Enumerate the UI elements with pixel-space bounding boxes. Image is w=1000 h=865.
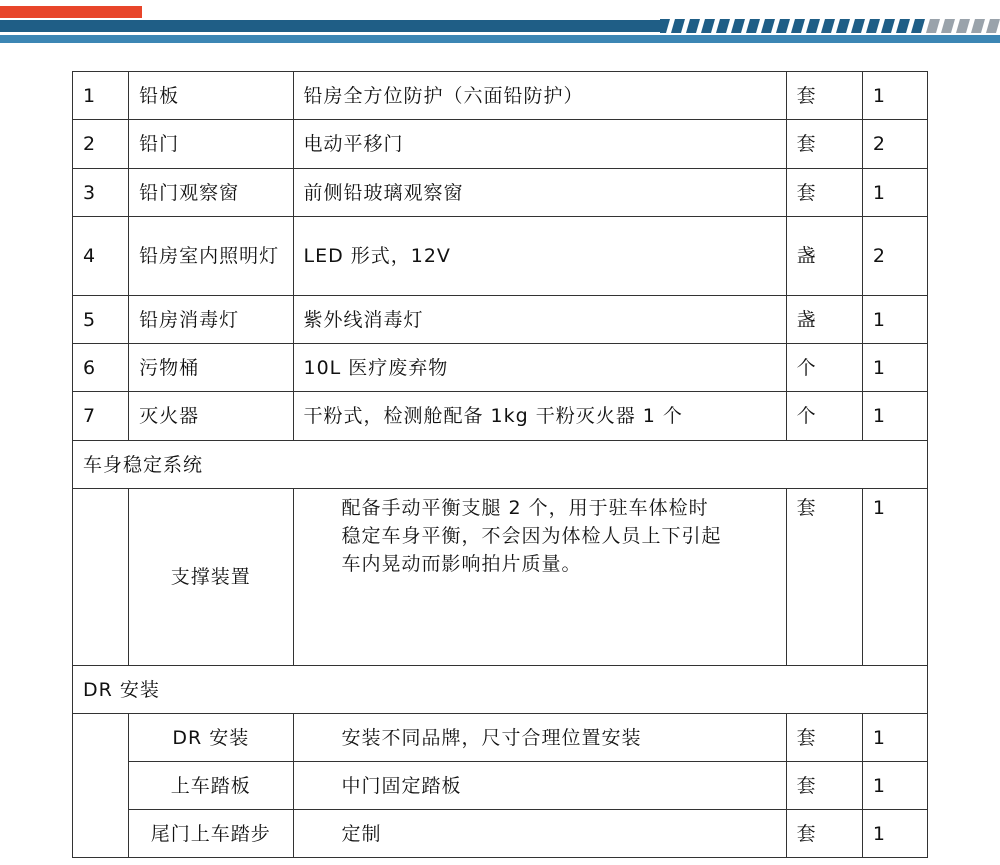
row-number: 3 bbox=[73, 169, 129, 217]
item-unit: 盏 bbox=[786, 217, 862, 296]
item-description: 定制 bbox=[293, 810, 786, 858]
item-unit: 套 bbox=[786, 169, 862, 217]
table-row bbox=[73, 296, 928, 344]
section-title: 车身稳定系统 bbox=[73, 441, 928, 489]
item-quantity: 1 bbox=[862, 392, 927, 441]
item-description: 10L 医疗废弃物 bbox=[293, 344, 786, 392]
item-quantity: 1 bbox=[862, 810, 927, 858]
row-number bbox=[73, 489, 129, 666]
header-decoration bbox=[0, 0, 1000, 50]
item-description: LED 形式，12V bbox=[293, 217, 786, 296]
row-number: 7 bbox=[73, 392, 129, 441]
item-unit: 个 bbox=[786, 344, 862, 392]
item-name: 铅房消毒灯 bbox=[129, 296, 293, 344]
item-description: 中门固定踏板 bbox=[293, 762, 786, 810]
item-name: 灭火器 bbox=[129, 392, 293, 441]
section-header-row bbox=[73, 666, 928, 714]
item-description: 干粉式，检测舱配备 1kg 干粉灭火器 1 个 bbox=[293, 392, 786, 441]
item-quantity: 1 bbox=[862, 714, 927, 762]
item-name: 污物桶 bbox=[129, 344, 293, 392]
item-quantity: 1 bbox=[862, 344, 927, 392]
item-unit: 套 bbox=[786, 72, 862, 120]
row-number: 5 bbox=[73, 296, 129, 344]
table-row bbox=[73, 72, 928, 120]
table-row bbox=[73, 489, 928, 666]
item-unit: 套 bbox=[786, 489, 862, 666]
item-description: 电动平移门 bbox=[293, 120, 786, 169]
header-stripes bbox=[660, 19, 1000, 33]
item-description: 前侧铅玻璃观察窗 bbox=[293, 169, 786, 217]
section-header-row bbox=[73, 441, 928, 489]
item-quantity: 1 bbox=[862, 762, 927, 810]
item-unit: 套 bbox=[786, 762, 862, 810]
row-number: 6 bbox=[73, 344, 129, 392]
table-row bbox=[73, 169, 928, 217]
table-row bbox=[73, 392, 928, 441]
item-description: 配备手动平衡支腿 2 个，用于驻车体检时稳定车身平衡，不会因为体检人员上下引起车内晃动而影响拍片质量。 bbox=[293, 489, 786, 666]
item-name: 尾门上车踏步 bbox=[129, 810, 293, 858]
table-row bbox=[73, 714, 928, 762]
item-name: DR 安装 bbox=[129, 714, 293, 762]
equipment-table bbox=[72, 71, 928, 858]
item-name: 上车踏板 bbox=[129, 762, 293, 810]
table-row bbox=[73, 344, 928, 392]
row-number: 2 bbox=[73, 120, 129, 169]
item-unit: 套 bbox=[786, 810, 862, 858]
item-name: 铅房室内照明灯 bbox=[129, 217, 293, 296]
table-row bbox=[73, 810, 928, 858]
item-quantity: 1 bbox=[862, 169, 927, 217]
item-description: 铅房全方位防护（六面铅防护） bbox=[293, 72, 786, 120]
item-quantity: 1 bbox=[862, 72, 927, 120]
table-row bbox=[73, 120, 928, 169]
row-number bbox=[73, 714, 129, 858]
item-unit: 个 bbox=[786, 392, 862, 441]
header-red-bar bbox=[0, 6, 142, 18]
item-quantity: 1 bbox=[862, 489, 927, 666]
section-title: DR 安装 bbox=[73, 666, 928, 714]
item-quantity: 2 bbox=[862, 120, 927, 169]
header-light-bar bbox=[0, 35, 1000, 43]
item-name: 铅门观察窗 bbox=[129, 169, 293, 217]
row-number: 1 bbox=[73, 72, 129, 120]
table-row bbox=[73, 762, 928, 810]
item-name: 支撑装置 bbox=[129, 489, 293, 666]
table-row bbox=[73, 217, 928, 296]
item-name: 铅板 bbox=[129, 72, 293, 120]
item-quantity: 2 bbox=[862, 217, 927, 296]
item-description: 紫外线消毒灯 bbox=[293, 296, 786, 344]
item-unit: 套 bbox=[786, 714, 862, 762]
item-unit: 套 bbox=[786, 120, 862, 169]
row-number: 4 bbox=[73, 217, 129, 296]
item-unit: 盏 bbox=[786, 296, 862, 344]
item-quantity: 1 bbox=[862, 296, 927, 344]
item-name: 铅门 bbox=[129, 120, 293, 169]
item-description: 安装不同品牌，尺寸合理位置安装 bbox=[293, 714, 786, 762]
header-blue-bar bbox=[0, 20, 665, 32]
